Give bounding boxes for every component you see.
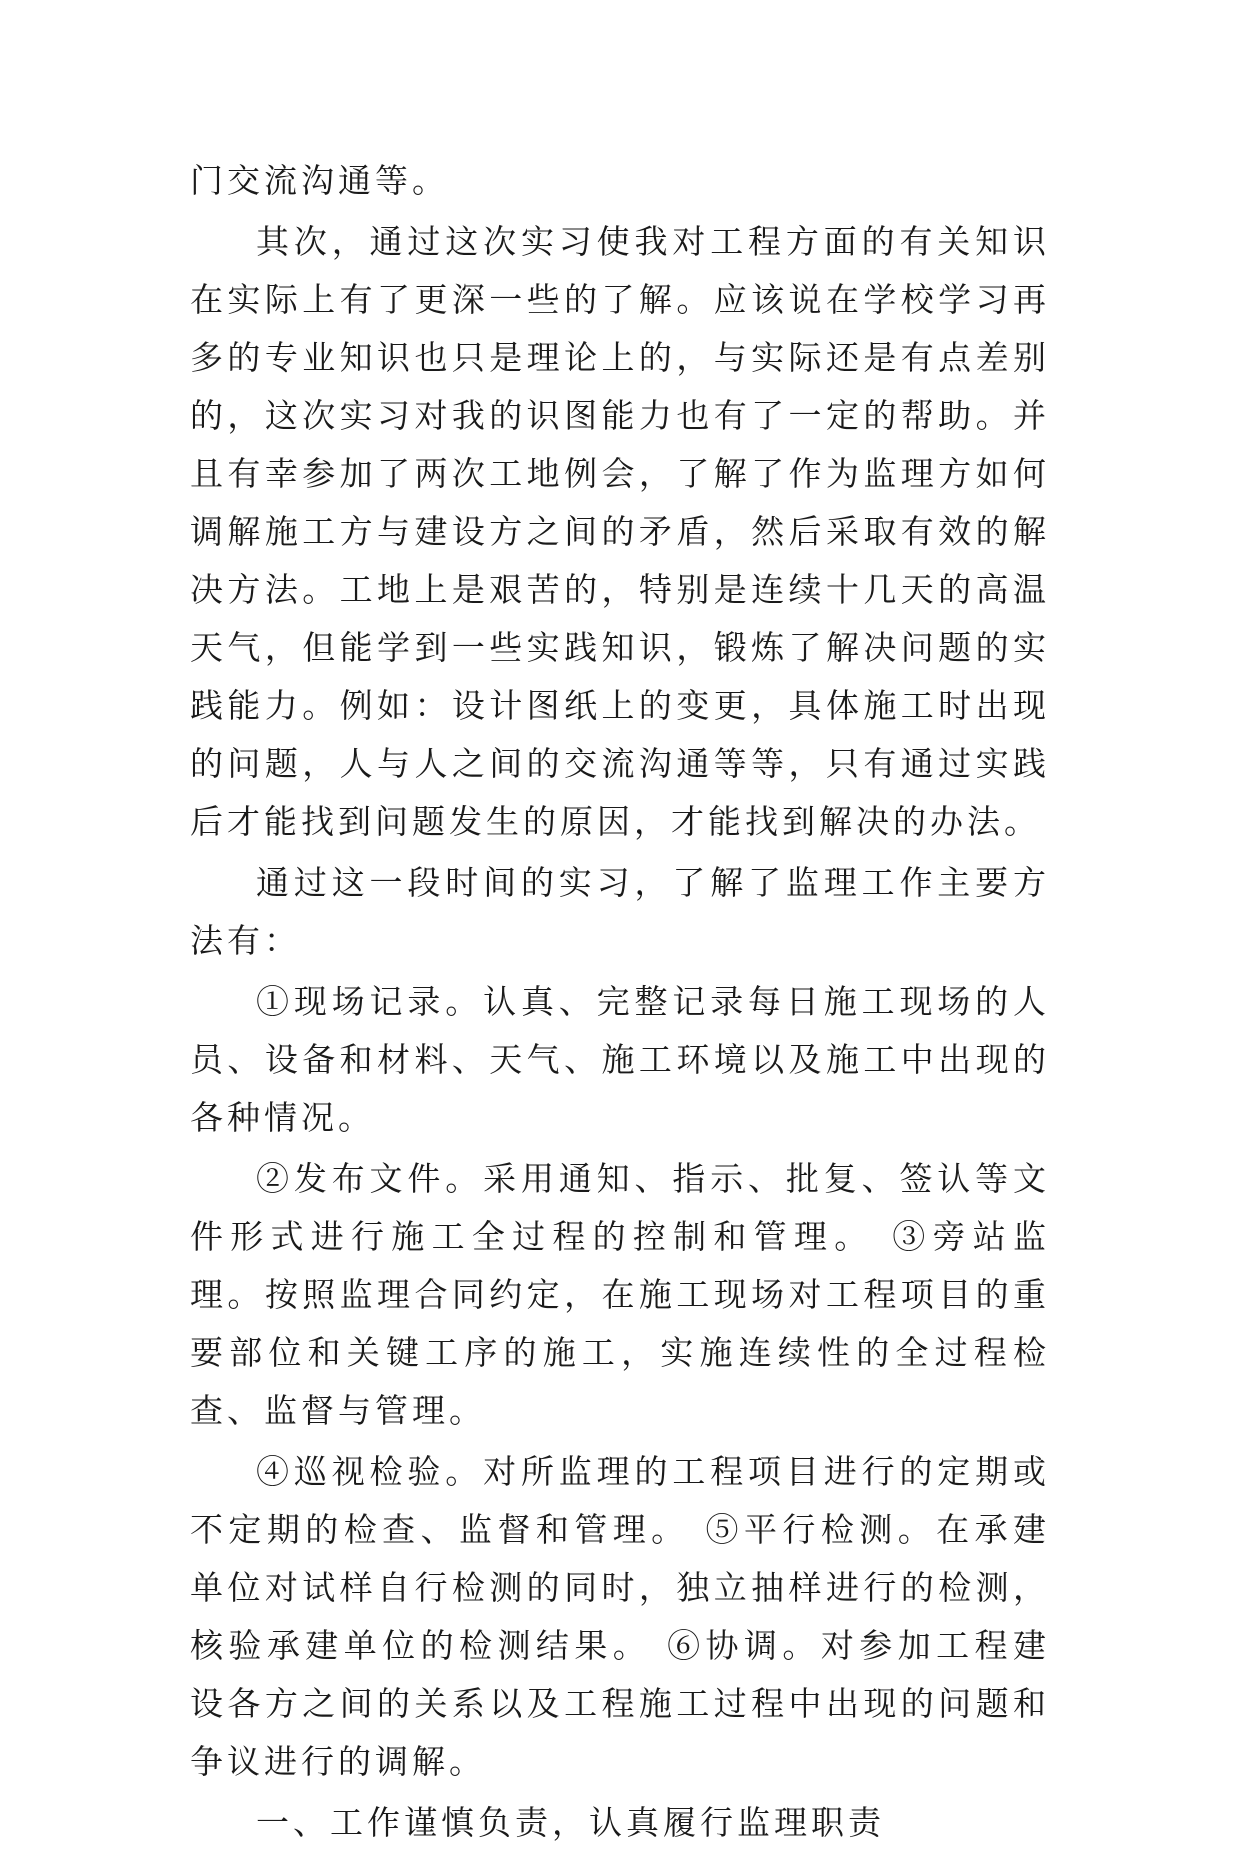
paragraph-continuation: 门交流沟通等。 [190, 161, 449, 200]
paragraph-method-documents-supervision: ②发布文件。采用通知、指示、批复、签认等文件形式进行施工全过程的控制和管理。 ③旁站监理。按照监理合同约定，在施工现场对工程项目的重要部位和关键工序的施工，实施连续性的全过程检查、监督与管理。 [190, 1159, 1050, 1430]
document-body [190, 152, 1050, 1855]
paragraph-internship-knowledge: 其次，通过这次实习使我对工程方面的有关知识在实际上有了更深一些的了解。应该说在学校学习再多的专业知识也只是理论上的，与实际还是有点差别的，这次实习对我的识图能力也有了一定的帮助。并且有幸参加了两次工地例会，了解了作为监理方如何调解施工方与建设方之间的矛盾，然后采取有效的解决方法。工地上是艰苦的，特别是连续十几天的高温天气，但能学到一些实践知识，锻炼了解决问题的实践能力。例如：设计图纸上的变更，具体施工时出现的问题，人与人之间的交流沟通等等，只有通过实践后才能找到问题发生的原因，才能找到解决的办法。 [190, 222, 1050, 841]
paragraph-methods-intro: 通过这一段时间的实习，了解了监理工作主要方法有： [190, 863, 1050, 960]
paragraph-method-inspection-testing: ④巡视检验。对所监理的工程项目进行的定期或不定期的检查、监督和管理。 ⑤平行检测。在承建单位对试样自行检测的同时，独立抽样进行的检测，核验承建单位的检测结果。 ⑥协调。对参加工程建设各方之间的关系以及工程施工过程中出现的问题和争议进行的调解。 [190, 1452, 1050, 1781]
paragraph-method-site-record: ①现场记录。认真、完整记录每日施工现场的人员、设备和材料、天气、施工环境以及施工中出现的各种情况。 [190, 982, 1050, 1137]
section-heading: 一、工作谨慎负责，认真履行监理职责 [256, 1803, 885, 1842]
